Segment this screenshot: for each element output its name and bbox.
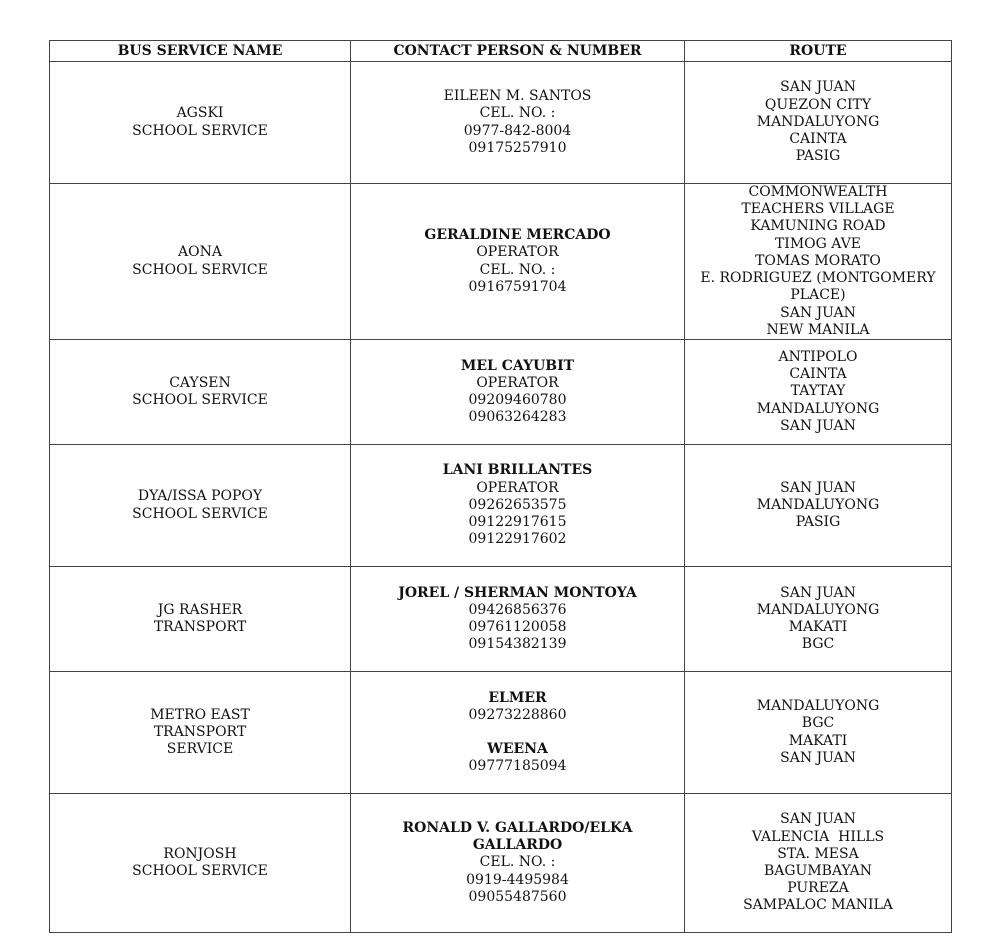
route-stop: SAN JUAN — [780, 584, 856, 601]
contact-number: 09167591704 — [468, 278, 567, 295]
contact-person: MEL CAYUBIT — [460, 357, 575, 374]
route-stop: SAN JUAN — [780, 479, 856, 496]
route-stop: MAKATI — [788, 732, 848, 749]
contact-person: RONALD V. GALLARDO/ELKA GALLARDO — [402, 819, 633, 854]
contact-number: 09209460780 — [468, 392, 567, 408]
contact-number: 09154382139 — [468, 636, 567, 653]
route-stop: BAGUMBAYAN — [763, 863, 873, 879]
route-stop: COMMONWEALTH — [748, 184, 888, 201]
contact-cell — [351, 794, 685, 933]
bus-service-name-cell — [50, 445, 351, 567]
route-stop: SAN JUAN — [780, 304, 856, 321]
route-cell — [685, 567, 952, 672]
route-stop: BGC — [801, 636, 835, 653]
route-cell — [685, 62, 952, 184]
contact-cell — [351, 445, 685, 567]
contact-number: 09761120058 — [468, 619, 567, 635]
header-route: ROUTE — [685, 41, 952, 62]
route-stop: SAN JUAN — [780, 811, 856, 828]
route-cell — [685, 672, 952, 794]
contact-cell — [351, 62, 685, 184]
contact-spacer — [355, 724, 680, 741]
bus-service-name-cell — [50, 794, 351, 933]
route-stop: SAMPALOC MANILA — [743, 897, 893, 914]
service-name-line: TRANSPORT — [153, 723, 247, 740]
service-name-line: SERVICE — [166, 741, 234, 758]
bus-service-name-cell — [50, 62, 351, 184]
contact-number: 09777185094 — [468, 758, 567, 775]
header-bus-service-name: BUS SERVICE NAME — [50, 41, 351, 62]
service-name-line: JG RASHER — [157, 601, 243, 618]
service-name-line: SCHOOL SERVICE — [132, 261, 268, 278]
contact-label: CEL. NO. : — [479, 261, 556, 278]
route-stop: NEW MANILA — [766, 321, 870, 338]
table-row — [50, 672, 952, 794]
contact-number: 09262653575 — [468, 496, 567, 513]
route-stop: QUEZON CITY — [764, 96, 872, 113]
route-stop: E. RODRIGUEZ (MONTGOMERY PLACE) — [700, 270, 936, 304]
contact-number: 09122917615 — [468, 514, 567, 531]
service-name-line: TRANSPORT — [153, 619, 247, 635]
contact-label: CEL. NO. : — [479, 105, 556, 122]
contact-person: WEENA — [487, 741, 548, 758]
bus-service-name-cell — [50, 184, 351, 340]
service-name-line: SCHOOL SERVICE — [132, 392, 268, 408]
bus-service-name-cell — [50, 672, 351, 794]
route-cell — [685, 445, 952, 567]
contact-label: CEL. NO. : — [479, 854, 556, 871]
service-name-line: METRO EAST — [150, 706, 250, 723]
service-name-line: AONA — [178, 244, 222, 261]
contact-number: 09273228860 — [468, 706, 567, 723]
contact-number: 09175257910 — [468, 139, 567, 156]
route-stop: TIMOG AVE — [774, 235, 862, 252]
route-stop: MANDALUYONG — [756, 496, 880, 513]
header-contact-person: CONTACT PERSON & NUMBER — [351, 41, 685, 62]
route-stop: SAN JUAN — [780, 417, 856, 434]
service-name-line: AGSKI — [176, 105, 224, 122]
service-name-line: CAYSEN — [169, 374, 231, 391]
route-stop: MANDALUYONG — [756, 400, 880, 417]
contact-role: OPERATOR — [476, 479, 559, 496]
contact-number: 09063264283 — [468, 409, 567, 426]
contact-number: 09426856376 — [468, 601, 567, 618]
bus-service-table — [49, 40, 952, 933]
contact-cell — [351, 672, 685, 794]
contact-person: EILEEN M. SANTOS — [443, 88, 592, 105]
route-stop: MANDALUYONG — [756, 698, 880, 715]
route-stop: MANDALUYONG — [756, 601, 880, 618]
route-stop: PASIG — [795, 148, 841, 165]
contact-number: 09122917602 — [468, 531, 567, 548]
route-stop: KAMUNING ROAD — [750, 218, 886, 235]
table-row — [50, 340, 952, 445]
route-stop: SAN JUAN — [780, 749, 856, 766]
route-stop: VALENCIA HILLS — [751, 828, 885, 845]
contact-number: 0977-842-8004 — [463, 122, 572, 139]
bus-service-name-cell — [50, 567, 351, 672]
table-row — [50, 62, 952, 184]
table-row — [50, 794, 952, 933]
route-stop: TAYTAY — [790, 383, 846, 400]
route-stop: MANDALUYONG — [756, 113, 880, 130]
route-cell — [685, 340, 952, 445]
header-row — [50, 41, 952, 62]
route-stop: SAN JUAN — [780, 79, 856, 96]
contact-person: JOREL / SHERMAN MONTOYA — [398, 584, 637, 601]
service-name-line: SCHOOL SERVICE — [132, 863, 268, 879]
contact-cell — [351, 567, 685, 672]
service-name-line: DYA/ISSA POPOY — [137, 488, 263, 505]
route-stop: TOMAS MORATO — [755, 252, 881, 269]
route-stop: PASIG — [795, 514, 841, 531]
service-name-line: RONJOSH — [163, 845, 237, 862]
route-stop: TEACHERS VILLAGE — [741, 201, 895, 218]
route-stop: CAINTA — [789, 131, 847, 148]
route-stop: MAKATI — [788, 619, 848, 635]
service-name-line: SCHOOL SERVICE — [132, 122, 268, 139]
service-name-line: SCHOOL SERVICE — [132, 505, 268, 522]
contact-person: LANI BRILLANTES — [442, 462, 593, 479]
bus-service-name-cell — [50, 340, 351, 445]
route-stop: BGC — [801, 715, 835, 732]
table-row — [50, 567, 952, 672]
route-cell — [685, 794, 952, 933]
route-stop: STA. MESA — [777, 845, 859, 862]
route-stop: ANTIPOLO — [778, 348, 858, 365]
contact-person: GERALDINE MERCADO — [424, 227, 611, 244]
table-row — [50, 184, 952, 340]
table-row — [50, 445, 952, 567]
route-cell — [685, 184, 952, 340]
contact-role: OPERATOR — [476, 374, 559, 391]
route-stop: PUREZA — [787, 880, 849, 897]
contact-role: OPERATOR — [476, 244, 559, 261]
route-stop: CAINTA — [789, 366, 847, 383]
contact-cell — [351, 184, 685, 340]
contact-person: ELMER — [488, 689, 547, 706]
contact-number: 09055487560 — [468, 888, 567, 905]
contact-number: 0919-4495984 — [466, 871, 569, 888]
contact-cell — [351, 340, 685, 445]
